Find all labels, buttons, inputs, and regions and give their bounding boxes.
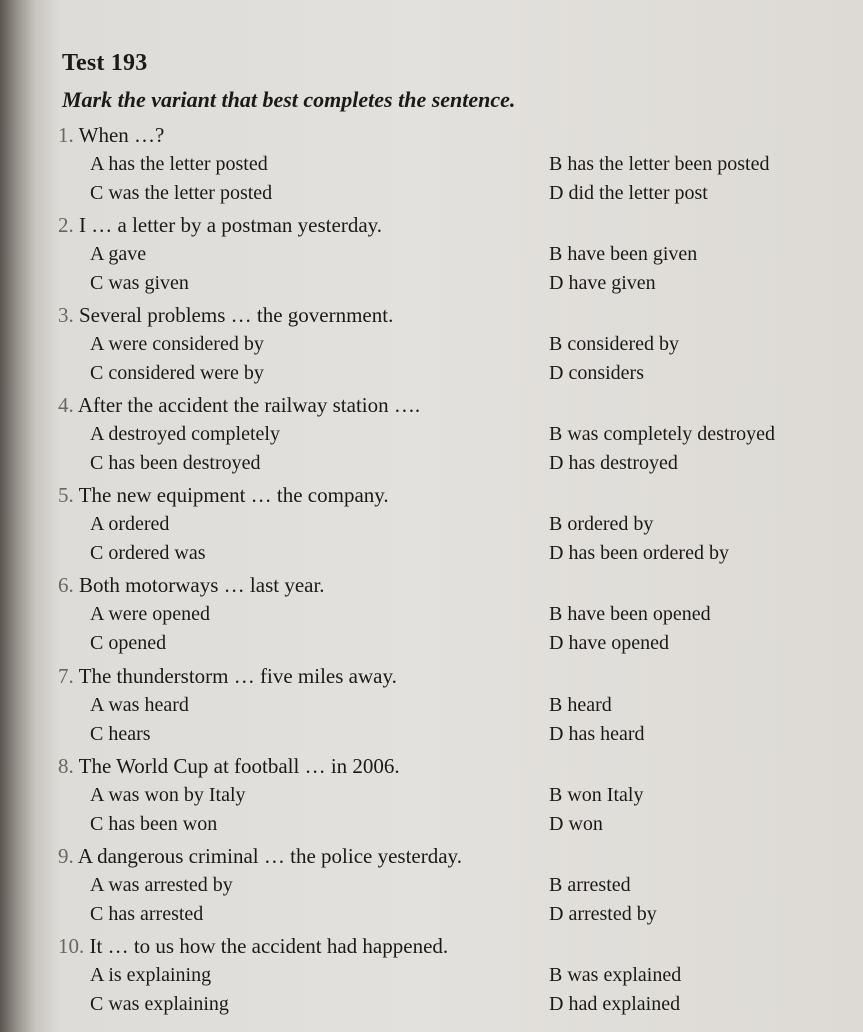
option-row xyxy=(58,781,848,810)
option-row xyxy=(58,330,848,359)
question-text: The thunderstorm … five miles away. xyxy=(78,664,397,688)
option-text: is explaining xyxy=(108,964,212,986)
option-text: opened xyxy=(108,632,167,654)
option-letter: A xyxy=(90,784,104,806)
option-letter: B xyxy=(549,423,563,445)
question-stem xyxy=(58,391,848,420)
option-row xyxy=(58,691,848,720)
option-row xyxy=(58,961,848,990)
option-a[interactable] xyxy=(90,510,169,539)
option-letter: D xyxy=(549,903,564,925)
question-text: Several problems … the government. xyxy=(79,303,394,327)
question-3 xyxy=(58,301,848,388)
option-text: had explained xyxy=(568,993,681,1015)
option-text: considered by xyxy=(567,333,679,355)
option-letter: A xyxy=(90,603,104,625)
option-letter: B xyxy=(549,513,563,535)
option-a[interactable] xyxy=(90,240,146,269)
option-text: arrested by xyxy=(568,903,657,925)
option-a[interactable] xyxy=(90,691,189,720)
option-letter: B xyxy=(549,874,563,896)
option-row xyxy=(58,150,848,179)
option-text: were opened xyxy=(108,603,210,625)
option-text: hears xyxy=(108,723,151,745)
option-text: has been ordered by xyxy=(568,542,729,564)
option-d[interactable] xyxy=(549,900,657,929)
option-letter: D xyxy=(549,723,564,745)
option-letter: C xyxy=(90,813,104,835)
option-letter: A xyxy=(90,513,104,535)
option-c[interactable] xyxy=(90,269,189,298)
option-d[interactable] xyxy=(549,359,644,388)
option-d[interactable] xyxy=(549,990,680,1019)
option-text: did the letter post xyxy=(568,182,708,204)
option-d[interactable] xyxy=(549,179,708,208)
option-text: was completely destroyed xyxy=(567,423,776,445)
question-4 xyxy=(58,391,848,478)
question-stem xyxy=(58,662,848,691)
test-instruction: Mark the variant that best completes the sentence. xyxy=(62,87,516,112)
question-text: The World Cup at football … in 2006. xyxy=(78,754,400,778)
option-c[interactable] xyxy=(90,539,206,568)
option-c[interactable] xyxy=(90,900,203,929)
option-c[interactable] xyxy=(90,179,272,208)
option-text: won Italy xyxy=(567,784,644,806)
option-text: has been won xyxy=(108,813,218,835)
question-number: 1. xyxy=(58,123,74,147)
question-10 xyxy=(58,932,848,1019)
option-b[interactable] xyxy=(549,781,643,810)
option-text: were considered by xyxy=(108,333,264,355)
option-a[interactable] xyxy=(90,420,280,449)
option-b[interactable] xyxy=(549,330,679,359)
option-row xyxy=(58,871,848,900)
question-number: 7. xyxy=(58,664,74,688)
option-letter: A xyxy=(90,153,104,175)
option-c[interactable] xyxy=(90,629,166,658)
question-stem xyxy=(58,301,848,330)
option-text: have been given xyxy=(567,243,698,265)
option-text: has the letter posted xyxy=(108,153,268,175)
option-text: was the letter posted xyxy=(108,182,273,204)
option-text: have given xyxy=(568,272,656,294)
option-row xyxy=(58,720,848,749)
option-row xyxy=(58,539,848,568)
option-letter: C xyxy=(90,452,104,474)
question-6 xyxy=(58,571,848,658)
option-c[interactable] xyxy=(90,810,217,839)
option-letter: B xyxy=(549,784,563,806)
option-text: was arrested by xyxy=(108,874,233,896)
option-d[interactable] xyxy=(549,629,669,658)
question-text: I … a letter by a postman yesterday. xyxy=(79,213,383,237)
option-text: destroyed completely xyxy=(108,423,280,445)
question-stem xyxy=(58,481,848,510)
option-letter: B xyxy=(549,603,563,625)
option-b[interactable] xyxy=(549,150,770,179)
option-b[interactable] xyxy=(549,510,653,539)
option-letter: C xyxy=(90,182,104,204)
question-text: The new equipment … the company. xyxy=(78,483,389,507)
option-text: gave xyxy=(108,243,147,265)
option-text: was given xyxy=(108,272,189,294)
question-stem xyxy=(58,752,848,781)
option-text: has heard xyxy=(568,723,645,745)
question-stem xyxy=(58,211,848,240)
option-text: was explaining xyxy=(108,993,229,1015)
option-text: arrested xyxy=(567,874,631,896)
option-text: has destroyed xyxy=(568,452,678,474)
option-row xyxy=(58,240,848,269)
question-5 xyxy=(58,481,848,568)
option-a[interactable] xyxy=(90,150,268,179)
option-b[interactable] xyxy=(549,961,681,990)
option-text: won xyxy=(568,813,603,835)
option-letter: C xyxy=(90,903,104,925)
question-text: A dangerous criminal … the police yesterday. xyxy=(77,844,462,868)
option-row xyxy=(58,510,848,539)
option-d[interactable] xyxy=(549,269,656,298)
option-row xyxy=(58,449,848,478)
option-text: heard xyxy=(567,694,612,716)
option-letter: C xyxy=(90,993,104,1015)
option-text: have opened xyxy=(568,632,669,654)
option-row xyxy=(58,179,848,208)
option-letter: A xyxy=(90,243,104,265)
option-c[interactable] xyxy=(90,449,261,478)
option-a[interactable] xyxy=(90,961,211,990)
option-row xyxy=(58,600,848,629)
option-b[interactable] xyxy=(549,240,697,269)
question-number: 6. xyxy=(58,573,74,597)
option-c[interactable] xyxy=(90,359,264,388)
option-b[interactable] xyxy=(549,600,711,629)
question-stem xyxy=(58,842,848,871)
option-letter: C xyxy=(90,632,104,654)
option-letter: D xyxy=(549,542,564,564)
question-stem xyxy=(58,121,848,150)
option-row xyxy=(58,900,848,929)
option-letter: B xyxy=(549,153,563,175)
question-number: 8. xyxy=(58,754,74,778)
question-8 xyxy=(58,752,848,839)
option-letter: B xyxy=(549,243,563,265)
option-letter: C xyxy=(90,362,104,384)
option-row xyxy=(58,359,848,388)
option-letter: D xyxy=(549,813,564,835)
option-text: ordered by xyxy=(567,513,654,535)
option-b[interactable] xyxy=(549,871,631,900)
option-letter: D xyxy=(549,452,564,474)
option-letter: A xyxy=(90,333,104,355)
option-letter: C xyxy=(90,723,104,745)
option-row xyxy=(58,810,848,839)
question-stem xyxy=(58,932,848,961)
option-row xyxy=(58,629,848,658)
option-letter: D xyxy=(549,632,564,654)
option-text: have been opened xyxy=(567,603,711,625)
option-letter: D xyxy=(549,272,564,294)
option-d[interactable] xyxy=(549,449,678,478)
option-letter: B xyxy=(549,694,563,716)
option-letter: A xyxy=(90,874,104,896)
option-text: considered were by xyxy=(108,362,264,384)
option-c[interactable] xyxy=(90,720,151,749)
question-number: 10. xyxy=(58,934,85,958)
option-letter: A xyxy=(90,964,104,986)
question-stem xyxy=(58,571,848,600)
option-a[interactable] xyxy=(90,330,264,359)
option-text: was won by Italy xyxy=(108,784,246,806)
option-text: was explained xyxy=(567,964,682,986)
option-a[interactable] xyxy=(90,781,246,810)
option-b[interactable] xyxy=(549,420,775,449)
option-c[interactable] xyxy=(90,990,229,1019)
option-text: ordered xyxy=(108,513,170,535)
question-number: 4. xyxy=(58,393,74,417)
question-text: It … to us how the accident had happened. xyxy=(89,934,449,958)
question-1 xyxy=(58,121,848,208)
option-letter: C xyxy=(90,272,104,294)
option-d[interactable] xyxy=(549,539,729,568)
question-number: 3. xyxy=(58,303,74,327)
question-number: 5. xyxy=(58,483,74,507)
option-letter: B xyxy=(549,964,563,986)
option-a[interactable] xyxy=(90,871,233,900)
question-2 xyxy=(58,211,848,298)
option-text: has been destroyed xyxy=(108,452,261,474)
option-text: has arrested xyxy=(108,903,204,925)
option-d[interactable] xyxy=(549,810,603,839)
option-letter: D xyxy=(549,362,564,384)
test-title: Test 193 xyxy=(62,50,148,76)
question-text: When …? xyxy=(78,123,165,147)
option-text: has the letter been posted xyxy=(567,153,770,175)
option-letter: D xyxy=(549,182,564,204)
option-letter: D xyxy=(549,993,564,1015)
option-letter: B xyxy=(549,333,563,355)
question-number: 2. xyxy=(58,213,74,237)
option-letter: C xyxy=(90,542,104,564)
question-7 xyxy=(58,662,848,749)
option-row xyxy=(58,269,848,298)
question-9 xyxy=(58,842,848,929)
question-number: 9. xyxy=(58,844,74,868)
option-letter: A xyxy=(90,423,104,445)
option-a[interactable] xyxy=(90,600,210,629)
option-text: was heard xyxy=(108,694,189,716)
option-letter: A xyxy=(90,694,104,716)
option-row xyxy=(58,420,848,449)
question-text: Both motorways … last year. xyxy=(79,573,325,597)
option-d[interactable] xyxy=(549,720,645,749)
option-text: ordered was xyxy=(108,542,206,564)
option-row xyxy=(58,990,848,1019)
question-text: After the accident the railway station …. xyxy=(77,393,421,417)
option-b[interactable] xyxy=(549,691,612,720)
option-text: considers xyxy=(568,362,644,384)
